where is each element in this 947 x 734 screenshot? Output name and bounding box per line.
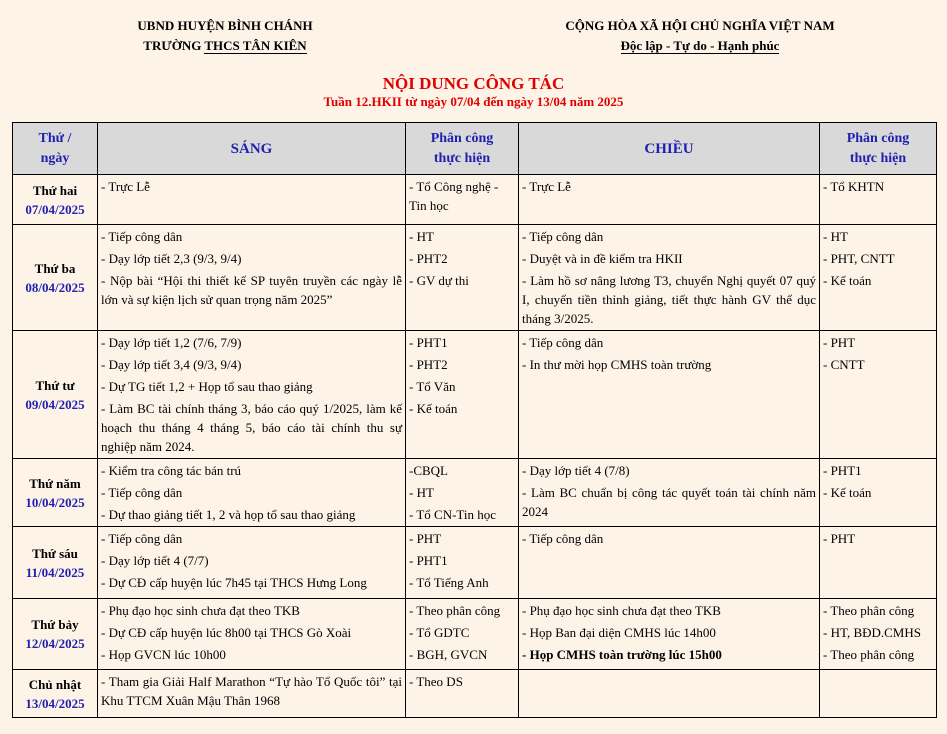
afternoon-assign-item: - Kế toán: [823, 273, 872, 288]
day-name: Thứ ba: [34, 260, 76, 276]
morning-cell: [98, 670, 406, 718]
morning-cell: [98, 331, 406, 459]
morning-item: - Nộp bài “Hội thi thiết kế SP tuyên truyền các ngày lễ lớn và sự kiện lịch sử quan trọng năm 2025”: [101, 273, 402, 307]
header-day: [13, 123, 98, 175]
day-name: Thứ năm: [29, 475, 81, 491]
afternoon-assign-cell: [820, 331, 937, 459]
afternoon-item: - Làm hồ sơ nâng lương T3, chuyển Nghị quyết 07 quý I, chuyển tiền thỉnh giảng, tiết thực hành GV thể dục tháng 3/2025.: [522, 273, 816, 326]
day-date: 13/04/2025: [25, 695, 85, 711]
district-name: UBND HUYỆN BÌNH CHÁNH: [137, 18, 313, 33]
afternoon-assign-cell: [820, 599, 937, 670]
day-cell: [13, 599, 98, 670]
morning-item: - Dự TG tiết 1,2 + Họp tổ sau thao giảng: [101, 379, 313, 394]
afternoon-item: - Trực Lễ: [522, 179, 571, 194]
schedule-table: [12, 122, 937, 718]
morning-item: - Dạy lớp tiết 4 (7/7): [101, 553, 209, 568]
afternoon-cell: [519, 331, 820, 459]
afternoon-cell: [519, 459, 820, 527]
day-date: 12/04/2025: [25, 636, 85, 651]
afternoon-item: - Làm BC chuẩn bị công tác quyết toán tài chính năm 2024: [522, 485, 816, 519]
document-title: NỘI DUNG CÔNG TÁC: [382, 74, 565, 93]
morning-item: - Dự thao giảng tiết 1, 2 và họp tổ sau thao giảng: [101, 507, 356, 522]
day-cell: [13, 527, 98, 599]
morning-item: - Làm BC tài chính tháng 3, báo cáo quý 1/2025, làm kế hoạch thu tháng 4 tháng 5, báo cáo tài chính thu sự nghiệp năm 2024.: [101, 401, 402, 454]
day-cell: [13, 331, 98, 459]
header-assign-line2: thực hiện: [433, 150, 491, 166]
morning-item: - Tiếp công dân: [101, 229, 183, 244]
afternoon-cell: [519, 175, 820, 225]
morning-cell: [98, 459, 406, 527]
morning-assign-item: - PHT1: [409, 553, 448, 568]
morning-assign-cell: [406, 599, 519, 670]
afternoon-item: - Tiếp công dân: [522, 335, 604, 350]
afternoon-assign-item: - Tổ KHTN: [823, 179, 885, 194]
header-assign-line2: thực hiện: [849, 150, 907, 166]
day-date: 11/04/2025: [25, 564, 85, 580]
table-row: [13, 599, 937, 670]
morning-cell: [98, 225, 406, 331]
afternoon-assign-cell: [820, 175, 937, 225]
header-afternoon: CHIỀU: [519, 123, 820, 175]
afternoon-cell: [519, 670, 820, 718]
country-name: CỘNG HÒA XÃ HỘI CHỦ NGHĨA VIỆT NAM: [565, 18, 835, 33]
morning-item: - Tiếp công dân: [101, 485, 183, 500]
header-afternoon-assign: [820, 123, 937, 175]
morning-item: - Phụ đạo học sinh chưa đạt theo TKB: [101, 603, 300, 618]
header-morning-assign: [406, 123, 519, 175]
day-name: Thứ tư: [35, 377, 75, 393]
morning-assign-item: - PHT1: [409, 335, 448, 350]
afternoon-assign-cell: [820, 670, 937, 718]
header-right: [540, 16, 860, 56]
afternoon-item: - Họp Ban đại diện CMHS lúc 14h00: [522, 625, 716, 640]
morning-assign-item: - HT: [409, 229, 434, 244]
afternoon-item: - In thư mời họp CMHS toàn trường: [522, 357, 712, 372]
afternoon-assign-item: - HT: [823, 229, 848, 244]
afternoon-cell: [519, 527, 820, 599]
morning-cell: [98, 175, 406, 225]
afternoon-assign-cell: [820, 527, 937, 599]
day-name: Thứ bảy: [31, 617, 79, 632]
afternoon-assign-item: - PHT1: [823, 463, 862, 478]
afternoon-assign-item: - PHT: [823, 531, 856, 546]
morning-assign-item: - Theo DS: [409, 674, 463, 689]
morning-assign-item: - Tổ CN-Tin học: [409, 507, 497, 522]
school-prefix: TRƯỜNG: [143, 38, 202, 53]
afternoon-cell: [519, 225, 820, 331]
day-cell: [13, 175, 98, 225]
afternoon-item: - Tiếp công dân: [522, 531, 604, 546]
table-row: [13, 331, 937, 459]
day-name: Chủ nhật: [28, 676, 82, 692]
table-row: [13, 225, 937, 331]
morning-item: - Dạy lớp tiết 1,2 (7/6, 7/9): [101, 335, 242, 350]
school-name: [110, 36, 340, 56]
morning-assign-cell: [406, 175, 519, 225]
header-assign-line1: Phân công: [430, 130, 494, 146]
table-row: [13, 670, 937, 718]
afternoon-assign-item: - PHT, CNTT: [823, 251, 895, 266]
morning-assign-item: - PHT2: [409, 357, 448, 372]
afternoon-assign-item: - Kế toán: [823, 485, 872, 500]
morning-assign-item: - PHT2: [409, 251, 448, 266]
header-left: [110, 16, 340, 56]
morning-assign-item: -CBQL: [409, 463, 448, 478]
afternoon-assign-item: - Theo phân công: [823, 647, 915, 662]
morning-cell: [98, 599, 406, 670]
morning-item: - Kiểm tra công tác bán trú: [101, 463, 242, 478]
afternoon-item: - Tiếp công dân: [522, 229, 604, 244]
afternoon-assign-item: - CNTT: [823, 357, 865, 372]
table-row: [13, 175, 937, 225]
morning-assign-item: - HT: [409, 485, 434, 500]
day-date: 09/04/2025: [25, 396, 85, 412]
header-assign-line1: Phân công: [846, 130, 910, 146]
morning-item: - Tiếp công dân: [101, 531, 183, 546]
morning-assign-item: - BGH, GVCN: [409, 647, 488, 662]
afternoon-item: - Duyệt và in đề kiểm tra HKII: [522, 251, 683, 266]
afternoon-assign-item: - Theo phân công: [823, 603, 915, 618]
school-name-underlined: THCS TÂN KIÊN: [204, 38, 307, 53]
morning-assign-item: - GV dự thi: [409, 273, 469, 288]
motto-text: Độc lập - Tự do - Hạnh phúc: [620, 38, 780, 53]
day-date: 08/04/2025: [25, 279, 85, 295]
morning-cell: [98, 527, 406, 599]
afternoon-assign-cell: [820, 225, 937, 331]
afternoon-item: - Phụ đạo học sinh chưa đạt theo TKB: [522, 603, 721, 618]
table-row: [13, 459, 937, 527]
day-cell: [13, 670, 98, 718]
morning-item: - Dạy lớp tiết 3,4 (9/3, 9/4): [101, 357, 242, 372]
day-name: Thứ hai: [32, 182, 78, 198]
afternoon-assign-cell: [820, 459, 937, 527]
morning-assign-item: - Kế toán: [409, 401, 458, 416]
afternoon-cell: [519, 599, 820, 670]
day-name: Thứ sáu: [32, 545, 78, 561]
afternoon-assign-item: - HT, BĐD.CMHS: [823, 625, 921, 640]
afternoon-assign-item: - PHT: [823, 335, 856, 350]
morning-assign-cell: [406, 527, 519, 599]
afternoon-item: - Dạy lớp tiết 4 (7/8): [522, 463, 630, 478]
morning-item: - Trực Lễ: [101, 179, 150, 194]
morning-assign-item: - PHT: [409, 531, 442, 546]
morning-item: - Tham gia Giải Half Marathon “Tự hào Tổ Quốc tôi” tại Khu TTCM Xuân Mậu Thân 1968: [101, 674, 402, 708]
morning-assign-cell: [406, 331, 519, 459]
morning-assign-cell: [406, 225, 519, 331]
morning-assign-item: - Tổ Văn: [409, 379, 456, 394]
morning-item: - Dự CĐ cấp huyện lúc 7h45 tại THCS Hưng Long: [101, 575, 367, 590]
document-subtitle: Tuần 12.HKII từ ngày 07/04 đến ngày 13/04 năm 2025: [323, 94, 624, 109]
day-cell: [13, 225, 98, 331]
morning-item: - Dự CĐ cấp huyện lúc 8h00 tại THCS Gò Xoài: [101, 625, 352, 640]
header-morning: SÁNG: [98, 123, 406, 175]
morning-assign-cell: [406, 459, 519, 527]
afternoon-item: - Họp CMHS toàn trường lúc 15h00: [522, 647, 722, 662]
morning-assign-item: - Tổ Công nghệ - Tin học: [409, 179, 499, 213]
day-date: 07/04/2025: [25, 201, 85, 217]
morning-item: - Dạy lớp tiết 2,3 (9/3, 9/4): [101, 251, 242, 266]
header-day-line2: ngày: [40, 150, 70, 166]
day-cell: [13, 459, 98, 527]
motto: [540, 36, 860, 56]
table-row: [13, 527, 937, 599]
morning-assign-item: - Tổ GDTC: [409, 625, 470, 640]
morning-item: - Họp GVCN lúc 10h00: [101, 647, 226, 662]
morning-assign-item: - Theo phân công: [409, 603, 501, 618]
morning-assign-cell: [406, 670, 519, 718]
day-date: 10/04/2025: [25, 494, 85, 510]
header-day-line1: Thứ /: [38, 130, 72, 146]
morning-assign-item: - Tổ Tiếng Anh: [409, 575, 489, 590]
